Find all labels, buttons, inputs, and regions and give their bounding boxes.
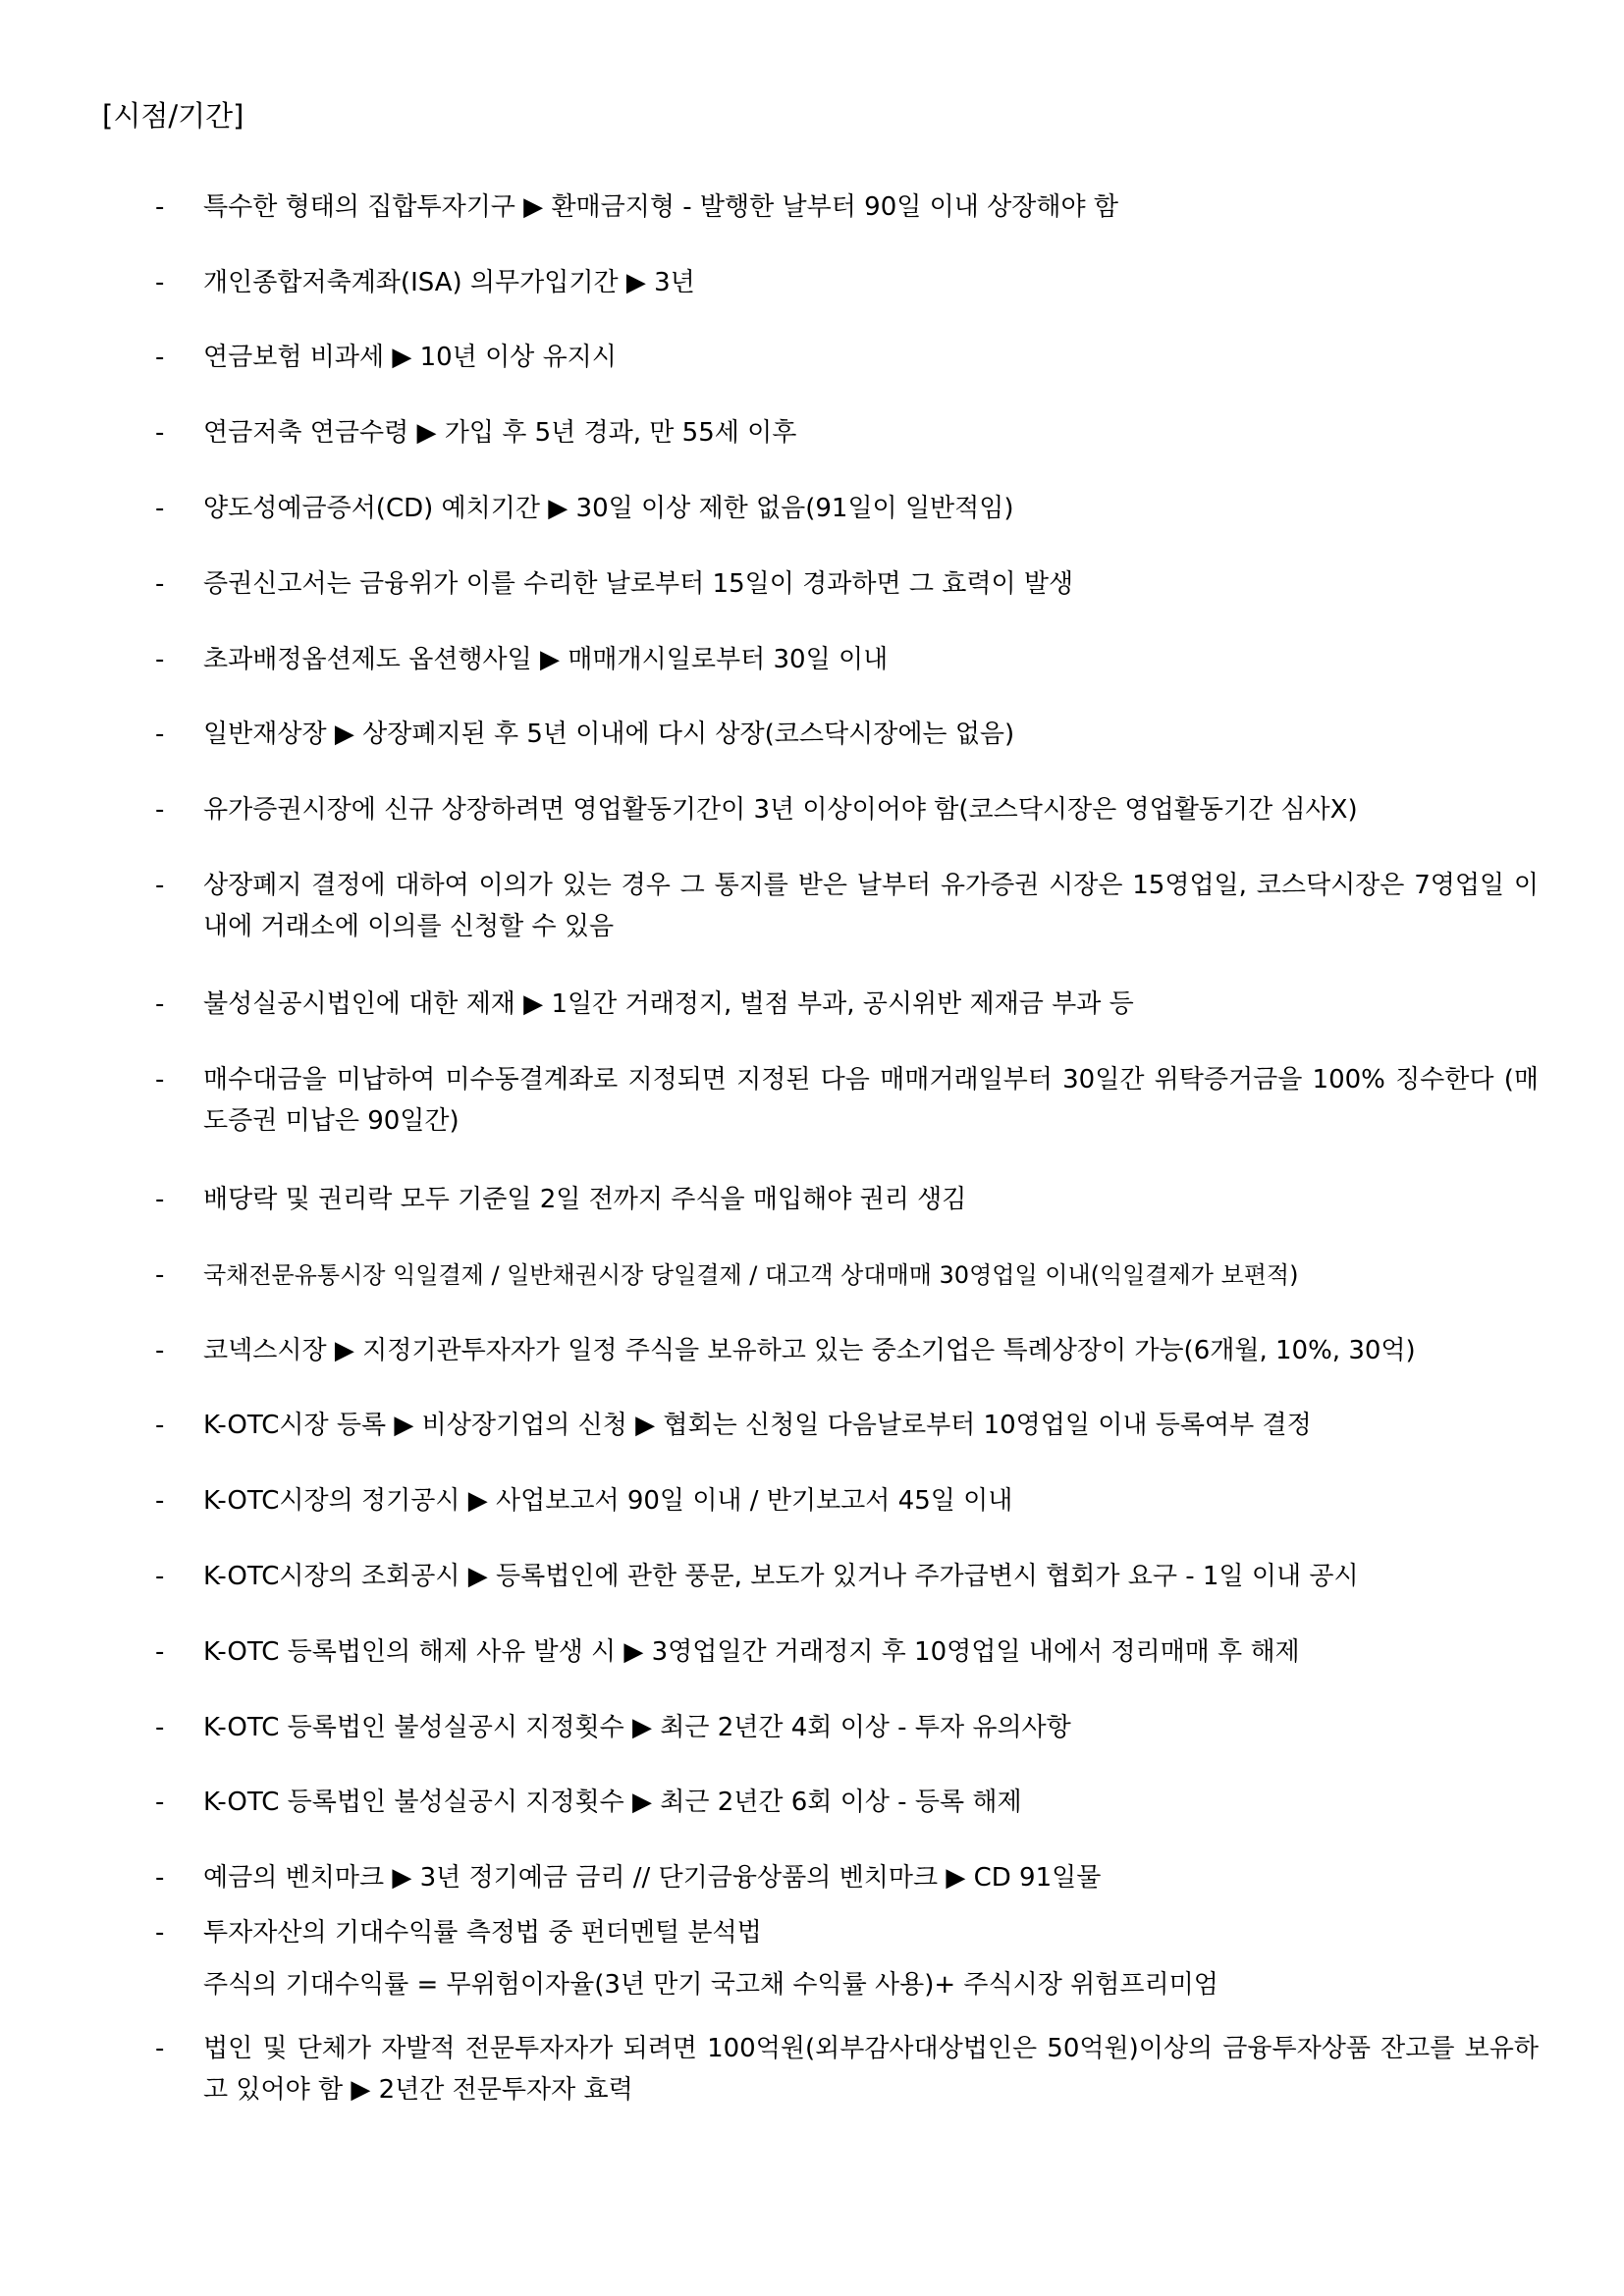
bullet-dash: - [155, 569, 165, 599]
formula-line: 주식의 기대수익률 = 무위험이자율(3년 만기 국고채 수익률 사용)+ 주식시장 위험프리미엄 [203, 1970, 1218, 2000]
bullet-dash: - [155, 1260, 165, 1290]
bullet-dash: - [155, 1411, 165, 1440]
bullet-dash: - [155, 795, 165, 825]
list-item-text: 유가증권시장에 신규 상장하려면 영업활동기간이 3년 이상이어야 함(코스닥시장은 영업활동기간 심사X) [203, 795, 1358, 825]
list-item-text: K-OTC 등록법인 불성실공시 지정횟수 ▶ 최근 2년간 4회 이상 - 투자 유의사항 [203, 1713, 1071, 1742]
bullet-dash: - [155, 192, 165, 222]
list-item-text: 법인 및 단체가 자발적 전문투자자가 되려면 100억원(외부감사대상법인은 50억원)이상의 금융투자상품 잔고를 보유하고 있어야 함 ▶ 2년간 전문투자자 효력 [203, 2034, 1539, 2105]
list-item-text: 증권신고서는 금융위가 이를 수리한 날로부터 15일이 경과하면 그 효력이 발생 [203, 569, 1074, 599]
list-item-text: K-OTC시장 등록 ▶ 비상장기업의 신청 ▶ 협회는 신청일 다음날로부터 10영업일 이내 등록여부 결정 [203, 1411, 1312, 1440]
bullet-dash: - [155, 720, 165, 749]
bullet-dash: - [155, 645, 165, 674]
list-item-text: 연금저축 연금수령 ▶ 가입 후 5년 경과, 만 55세 이후 [203, 418, 797, 448]
list-item-text: K-OTC 등록법인 불성실공시 지정횟수 ▶ 최근 2년간 6회 이상 - 등록 해제 [203, 1788, 1022, 1817]
bullet-dash: - [155, 1637, 165, 1667]
list-item-text: K-OTC시장의 정기공시 ▶ 사업보고서 90일 이내 / 반기보고서 45일 이내 [203, 1486, 1013, 1516]
list-item-text: 예금의 벤치마크 ▶ 3년 정기예금 금리 // 단기금융상품의 벤치마크 ▶ CD 91일물 [203, 1863, 1102, 1893]
bullet-dash: - [155, 1486, 165, 1516]
bullet-dash: - [155, 2034, 165, 2063]
bullet-dash: - [155, 1788, 165, 1817]
list-item-text: 투자자산의 기대수익률 측정법 중 펀더멘털 분석법 [203, 1918, 762, 1948]
bullet-dash: - [155, 1918, 165, 1948]
list-item-text: 연금보험 비과세 ▶ 10년 이상 유지시 [203, 343, 617, 372]
bullet-dash: - [155, 1185, 165, 1214]
list-item-text: 코넥스시장 ▶ 지정기관투자자가 일정 주식을 보유하고 있는 중소기업은 특례상장이 가능(6개월, 10%, 30억) [203, 1336, 1416, 1365]
list-item-text: 개인종합저축계좌(ISA) 의무가입기간 ▶ 3년 [203, 268, 695, 297]
list-item-text: 배당락 및 권리락 모두 기준일 2일 전까지 주식을 매입해야 권리 생김 [203, 1185, 967, 1214]
bullet-dash: - [155, 1065, 165, 1095]
bullet-dash: - [155, 1863, 165, 1893]
list-item-text: 초과배정옵션제도 옵션행사일 ▶ 매매개시일로부터 30일 이내 [203, 645, 889, 674]
bullet-dash: - [155, 989, 165, 1019]
list-item-text: 상장폐지 결정에 대하여 이의가 있는 경우 그 통지를 받은 날부터 유가증권 시장은 15영업일, 코스닥시장은 7영업일 이내에 거래소에 이의를 신청할 수 있음 [203, 871, 1539, 941]
bullet-dash: - [155, 1562, 165, 1591]
list-item-text: K-OTC 등록법인의 해제 사유 발생 시 ▶ 3영업일간 거래정지 후 10영업일 내에서 정리매매 후 해제 [203, 1637, 1300, 1667]
list-item-text: 국채전문유통시장 익일결제 / 일반채권시장 당일결제 / 대고객 상대매매 30영업일 이내(익일결제가 보편적) [203, 1261, 1299, 1289]
list-item-text: 불성실공시법인에 대한 제재 ▶ 1일간 거래정지, 벌점 부과, 공시위반 제재금 부과 등 [203, 989, 1134, 1019]
list-item-text: 일반재상장 ▶ 상장폐지된 후 5년 이내에 다시 상장(코스닥시장에는 없음) [203, 720, 1015, 749]
list-item-text: 양도성예금증서(CD) 예치기간 ▶ 30일 이상 제한 없음(91일이 일반적임) [203, 494, 1014, 523]
list-item-text: K-OTC시장의 조회공시 ▶ 등록법인에 관한 풍문, 보도가 있거나 주가급변시 협회가 요구 - 1일 이내 공시 [203, 1562, 1359, 1591]
list-item-text: 특수한 형태의 집합투자기구 ▶ 환매금지형 - 발행한 날부터 90일 이내 상장해야 함 [203, 192, 1118, 222]
section-title: [시점/기간] [102, 99, 244, 133]
bullet-dash: - [155, 268, 165, 297]
bullet-dash: - [155, 418, 165, 448]
bullet-dash: - [155, 871, 165, 900]
bullet-dash: - [155, 343, 165, 372]
list-item-text: 매수대금을 미납하여 미수동결계좌로 지정되면 지정된 다음 매매거래일부터 30일간 위탁증거금을 100% 징수한다 (매도증권 미납은 90일간) [203, 1065, 1539, 1136]
bullet-dash: - [155, 494, 165, 523]
bullet-dash: - [155, 1336, 165, 1365]
bullet-dash: - [155, 1713, 165, 1742]
